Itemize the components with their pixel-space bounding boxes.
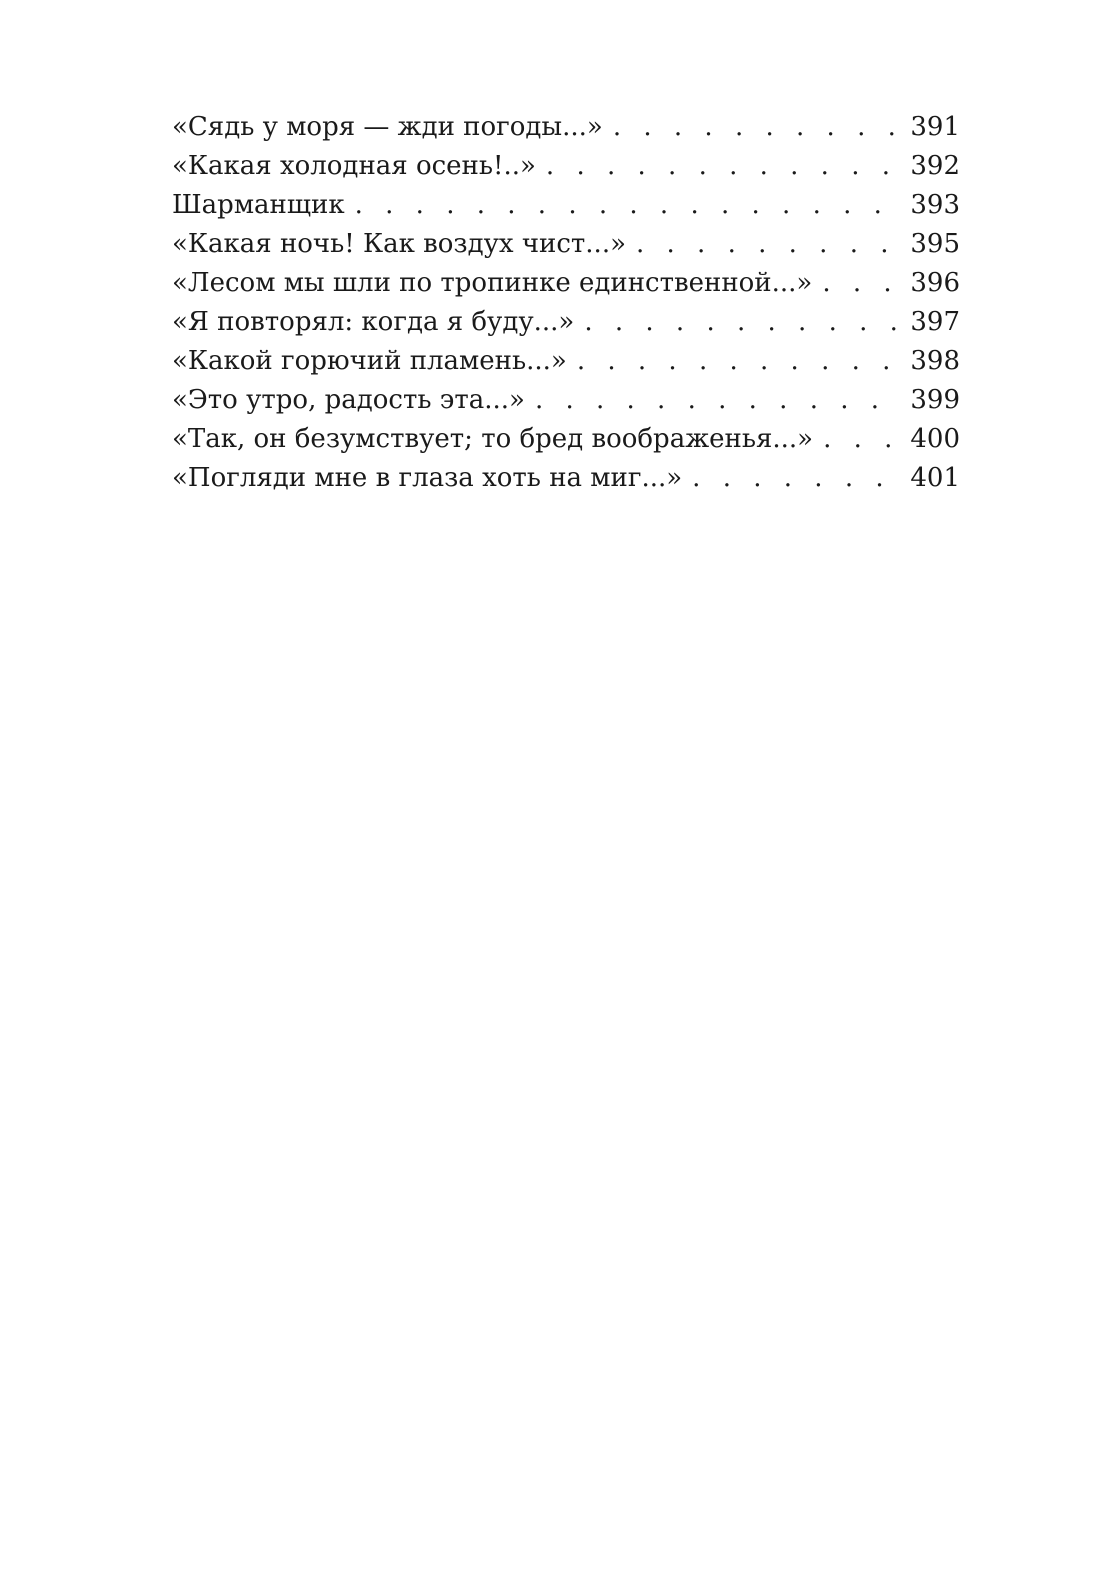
toc-entry-title: Шарманщик	[172, 190, 345, 220]
toc-entry	[172, 264, 960, 303]
toc-entry-title: «Это утро, радость эта...»	[172, 385, 525, 415]
toc-entry	[172, 303, 960, 342]
toc-entry-title: «Так, он безумствует; то бред воображенья...»	[172, 424, 814, 454]
toc-entry	[172, 225, 960, 264]
toc-dot-leader	[535, 381, 902, 420]
toc-entry-title: «Я повторял: когда я буду...»	[172, 307, 575, 337]
toc-entry	[172, 147, 960, 186]
toc-dot-leader	[823, 420, 902, 459]
toc-entry	[172, 108, 960, 147]
toc-entry-title: «Сядь у моря — жди погоды...»	[172, 112, 603, 142]
toc-dot-leader	[546, 147, 902, 186]
toc-entry-page: 393	[910, 190, 960, 220]
toc-dot-leader	[577, 342, 903, 381]
toc-entry	[172, 420, 960, 459]
toc-dot-leader	[355, 186, 903, 225]
toc-dot-leader	[636, 225, 902, 264]
toc-entry-page: 399	[910, 385, 960, 415]
toc-entry-page: 397	[910, 307, 960, 337]
toc-dot-leader	[822, 264, 902, 303]
toc-entry	[172, 342, 960, 381]
toc-entry-page: 398	[910, 346, 960, 376]
toc-dot-leader	[692, 459, 902, 498]
toc-entry-page: 395	[910, 229, 960, 259]
toc-entry	[172, 381, 960, 420]
toc-entry	[172, 186, 960, 225]
toc-entry-page: 396	[910, 268, 960, 298]
toc-entry-page: 401	[910, 463, 960, 493]
toc-entry-page: 391	[910, 112, 960, 142]
toc-dot-leader	[613, 108, 903, 147]
toc-dot-leader	[584, 303, 902, 342]
toc-entry-title: «Какая ночь! Как воздух чист...»	[172, 229, 626, 259]
table-of-contents	[172, 108, 960, 498]
toc-entry-title: «Какая холодная осень!..»	[172, 151, 536, 181]
toc-entry-page: 400	[910, 424, 960, 454]
toc-entry-title: «Какой горючий пламень...»	[172, 346, 567, 376]
toc-entry-title: «Лесом мы шли по тропинке единственной...»	[172, 268, 813, 298]
toc-entry-page: 392	[910, 151, 960, 181]
toc-entry-title: «Погляди мне в глаза хоть на миг...»	[172, 463, 683, 493]
toc-entry	[172, 459, 960, 498]
